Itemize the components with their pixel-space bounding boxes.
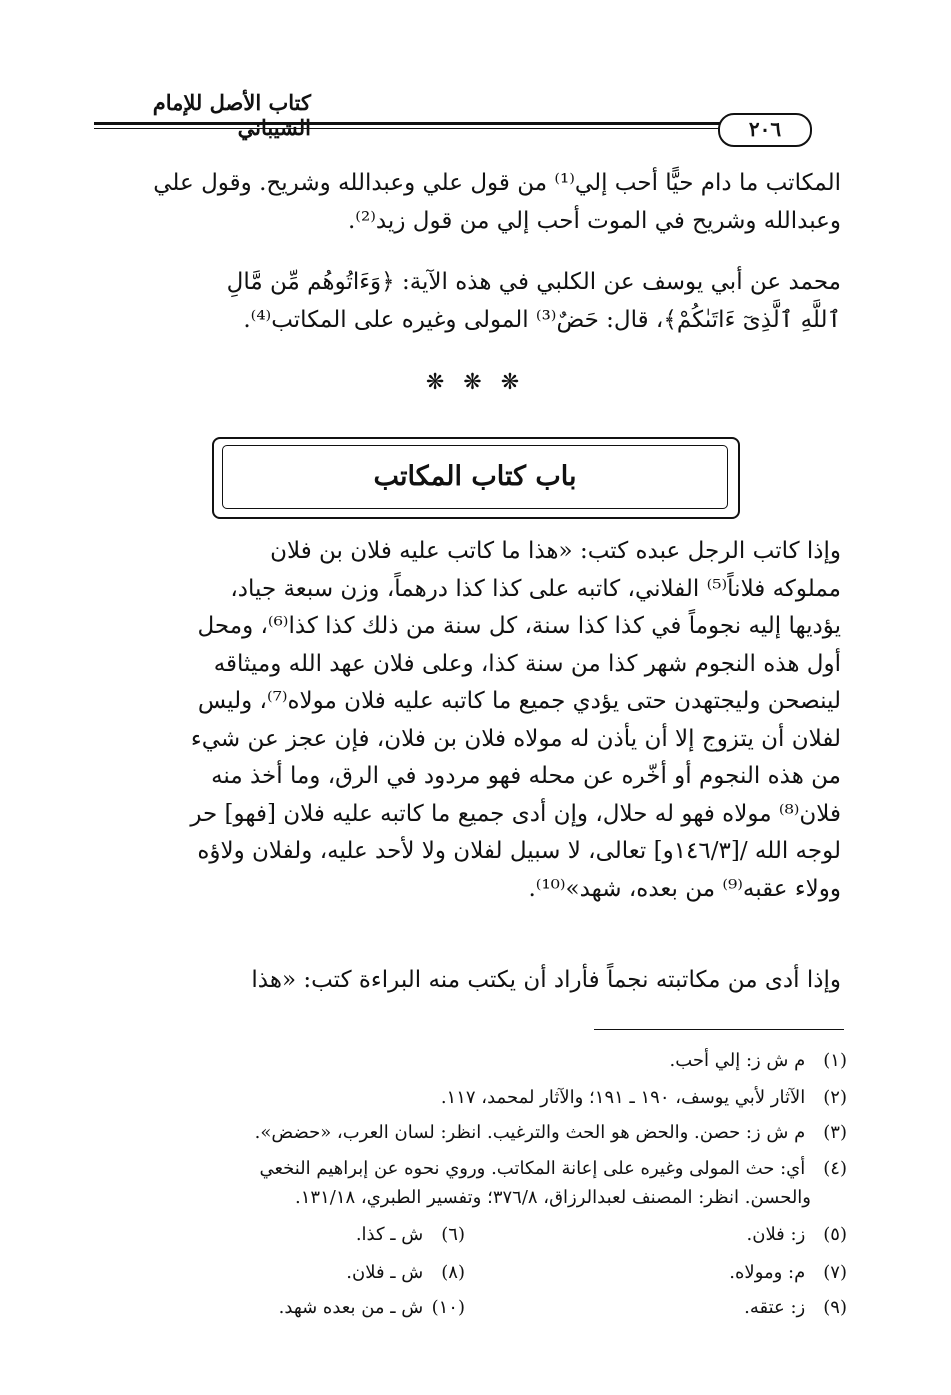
footnote-number: (٦) [441, 1224, 465, 1245]
text-line: وإذا كاتب الرجل عبده كتب: «هذا ما كاتب عليه فلان بن فلان [270, 538, 841, 564]
running-title: كتاب الأصل للإمام [152, 90, 311, 115]
footnote-number: (٤) [823, 1158, 847, 1179]
paragraph-3 [96, 533, 841, 908]
footnote-text: ز: فلان. [746, 1224, 806, 1245]
footnote-text: م ش ز: حصن. والحض هو الحث والترغيب. انظر: لسان العرب، «حضض». [254, 1122, 806, 1143]
text-line: لفلان أن يتزوج إلا أن يأذن له مولاه فلان بن فلان، فإن عجز عن شيء [190, 725, 841, 752]
text-line: وعبدالله وشريح في الموت أحب إلي من قول زيد⁽²⁾. [348, 207, 841, 234]
header-rule-thin [94, 128, 800, 129]
footnote-number: (٧) [823, 1262, 847, 1283]
footnote-4 [97, 1154, 847, 1183]
footnote-4-cont [111, 1183, 811, 1212]
text-line: يؤديها إليه نجوماً في كذا كذا سنة، كل سنة من ذلك كذا كذا⁽⁶⁾، ومحل [197, 613, 841, 639]
text-line: ٱللَّهِ ٱلَّذِىٓ ءَاتَىٰكُمْ﴾، قال: حَضٌ⁽³⁾ المولى وغيره على المكاتب⁽⁴⁾. [243, 306, 841, 333]
text-line: مملوكه فلاناً⁽⁵⁾ الفلاني، كاتبه على كذا كذا درهماً، وزن سبعة جياد، [230, 575, 841, 602]
paragraph-2 [96, 264, 841, 339]
footnote-text: الآثار لأبي يوسف، ١٩٠ ـ ١٩١؛ والآثار لمحمد، ١١٧. [440, 1087, 806, 1108]
footnote-number: (٣) [823, 1122, 847, 1143]
chapter-title: باب كتاب المكاتب [373, 461, 577, 492]
text-line: وولاء عقبه⁽⁹⁾ من بعده، شهد»⁽¹⁰⁾. [528, 875, 841, 902]
paragraph-1 [96, 165, 841, 240]
text-line: أول هذه النجوم شهر كذا من سنة كذا، وعلى فلان عهد الله وميثاقه [213, 650, 841, 677]
paragraph-4 [96, 962, 841, 1000]
footnote-3 [107, 1118, 847, 1147]
text-line: من هذه النجوم أو أخّره عن محله فهو مردود في الرق، وما أخذ منه [211, 763, 841, 789]
footnote-text: م: ومولاه. [729, 1262, 806, 1283]
text-line: فلان⁽⁸⁾ مولاه فهو له حلال، وإن أدى جميع ما كاتبه عليه فلان [فهو] حر [190, 800, 841, 827]
text-line: محمد عن أبي يوسف عن الكلبي في هذه الآية: ﴿وَءَاتُوهُم مِّن مَّالِ [226, 269, 841, 295]
footnote-number: (٩) [823, 1297, 847, 1318]
footnote-10 [125, 1293, 465, 1322]
footnote-text: م ش ز: إلي أحب. [669, 1050, 806, 1071]
page-number: ٢٠٦ [718, 113, 812, 147]
text-line: المكاتب ما دام حيًّا أحب إلي⁽¹⁾ من قول علي وعبدالله وشريح. وقول علي [153, 170, 841, 196]
text-line: لوجه الله /[١٤٦/٣و] تعالى، لا سبيل لفلان ولا لأحد عليه، ولفلان ولاؤه [197, 838, 841, 864]
footnote-6 [125, 1220, 465, 1249]
header-rule [94, 122, 800, 125]
footnote-number: (٢) [823, 1087, 847, 1108]
footnote-number: (١٠) [431, 1297, 465, 1318]
footnote-9 [517, 1293, 847, 1322]
footnote-rule [594, 1029, 844, 1030]
footnote-number: (١) [823, 1050, 847, 1071]
footnote-2 [107, 1083, 847, 1112]
footnote-text: والحسن. انظر: المصنف لعبدالرزاق، ٣٧٦/٨؛ وتفسير الطبري، ١٣١/١٨. [295, 1187, 811, 1208]
footnote-text: ش ـ كذا. [355, 1224, 424, 1245]
footnote-number: (٨) [441, 1262, 465, 1283]
footnote-1 [107, 1046, 847, 1075]
text-line: لينصحن وليجتهدن حتى يؤدي جميع ما كاتبه عليه فلان مولاه⁽⁷⁾، وليس [197, 688, 841, 714]
footnote-text: أي: حث المولى وغيره على إعانة المكاتب. وروي نحوه عن إبراهيم النخعي [259, 1158, 806, 1179]
footnote-5 [517, 1220, 847, 1249]
footnote-text: ز: عتقه. [744, 1297, 806, 1318]
footnote-7 [517, 1258, 847, 1287]
footnote-number: (٥) [823, 1224, 847, 1245]
text-line: وإذا أدى من مكاتبته نجماً فأراد أن يكتب منه البراءة كتب: «هذا [251, 967, 841, 993]
footnote-text: ش ـ من بعده شهد. [278, 1297, 424, 1318]
footnote-8 [125, 1258, 465, 1287]
footnote-text: ش ـ فلان. [346, 1262, 424, 1283]
section-separator: ❋ ❋ ❋ [425, 370, 526, 395]
